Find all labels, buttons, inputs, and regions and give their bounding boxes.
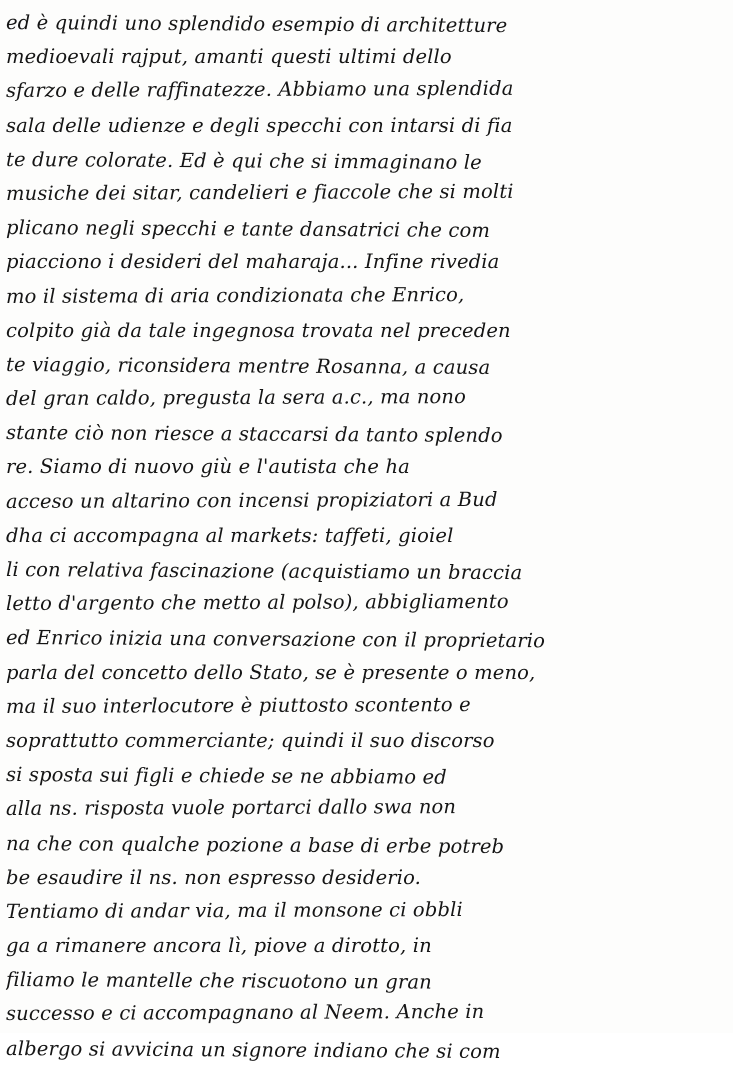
text-line: ed Enrico inizia una conversazione con il proprietario: [5, 626, 546, 653]
text-line: sala delle udienze e degli specchi con intarsi di fia: [6, 113, 513, 137]
text-line: sfarzo e delle raffinatezze. Abbiamo una splendida: [5, 77, 514, 103]
text-line: ma il suo interlocutore è piuttosto scontento e: [5, 692, 471, 718]
text-line: albergo si avvicina un signore indiano che si com: [5, 1036, 501, 1063]
text-line: soprattutto commerciante; quindi il suo discorso: [6, 728, 495, 752]
text-line: li con relativa fascinazione (acquistiamo un braccia: [5, 558, 523, 585]
text-line: dha ci accompagna al markets: taffeti, gioiel: [6, 523, 454, 547]
text-line: piacciono i desideri del maharaja... Infine rivedia: [6, 250, 500, 274]
text-line: te viaggio, riconsidera mentre Rosanna, a causa: [5, 352, 491, 379]
text-line: medioevali rajput, amanti questi ultimi dello: [6, 45, 452, 69]
text-line: te dure colorate. Ed è qui che si immaginano le: [5, 147, 482, 174]
text-line: parla del concetto dello Stato, se è presente o meno,: [6, 660, 536, 684]
text-line: successo e ci accompagnano al Neem. Anche in: [5, 1000, 485, 1026]
text-line: colpito già da tale ingegnosa trovata nel preceden: [6, 318, 511, 342]
text-line: re. Siamo di nuovo giù e l'autista che ha: [6, 455, 410, 479]
text-line: ga a rimanere ancora lì, piove a dirotto, in: [6, 934, 432, 958]
text-line: na che con qualche pozione a base di erbe potreb: [5, 831, 505, 858]
text-line: plicano negli specchi e tante dansatrici che com: [5, 216, 491, 243]
text-line: Tentiamo di andar via, ma il monsone ci obbli: [5, 897, 463, 923]
text-line: letto d'argento che metto al polso), abbigliamento: [5, 589, 509, 616]
text-line: ed è quindi uno splendido esempio di architetture: [5, 11, 508, 38]
text-line: musiche dei sitar, candelieri e fiaccole che si molti: [5, 179, 514, 205]
text-line: del gran caldo, pregusta la sera a.c., ma nono: [5, 385, 467, 411]
text-line: alla ns. risposta vuole portarci dallo swa non: [5, 795, 457, 821]
text-line: filiamo le mantelle che riscuotono un gran: [5, 968, 432, 994]
text-line: mo il sistema di aria condizionata che Enrico,: [5, 282, 465, 308]
text-line: stante ciò non riesce a staccarsi da tanto splendo: [5, 421, 503, 448]
text-line: acceso un altarino con incensi propiziatori a Bud: [5, 487, 498, 513]
text-line: si sposta sui figli e chiede se ne abbiamo ed: [5, 763, 447, 789]
handwritten-text-block: [6, 6, 728, 1066]
text-line: be esaudire il ns. non espresso desiderio.: [6, 865, 422, 889]
